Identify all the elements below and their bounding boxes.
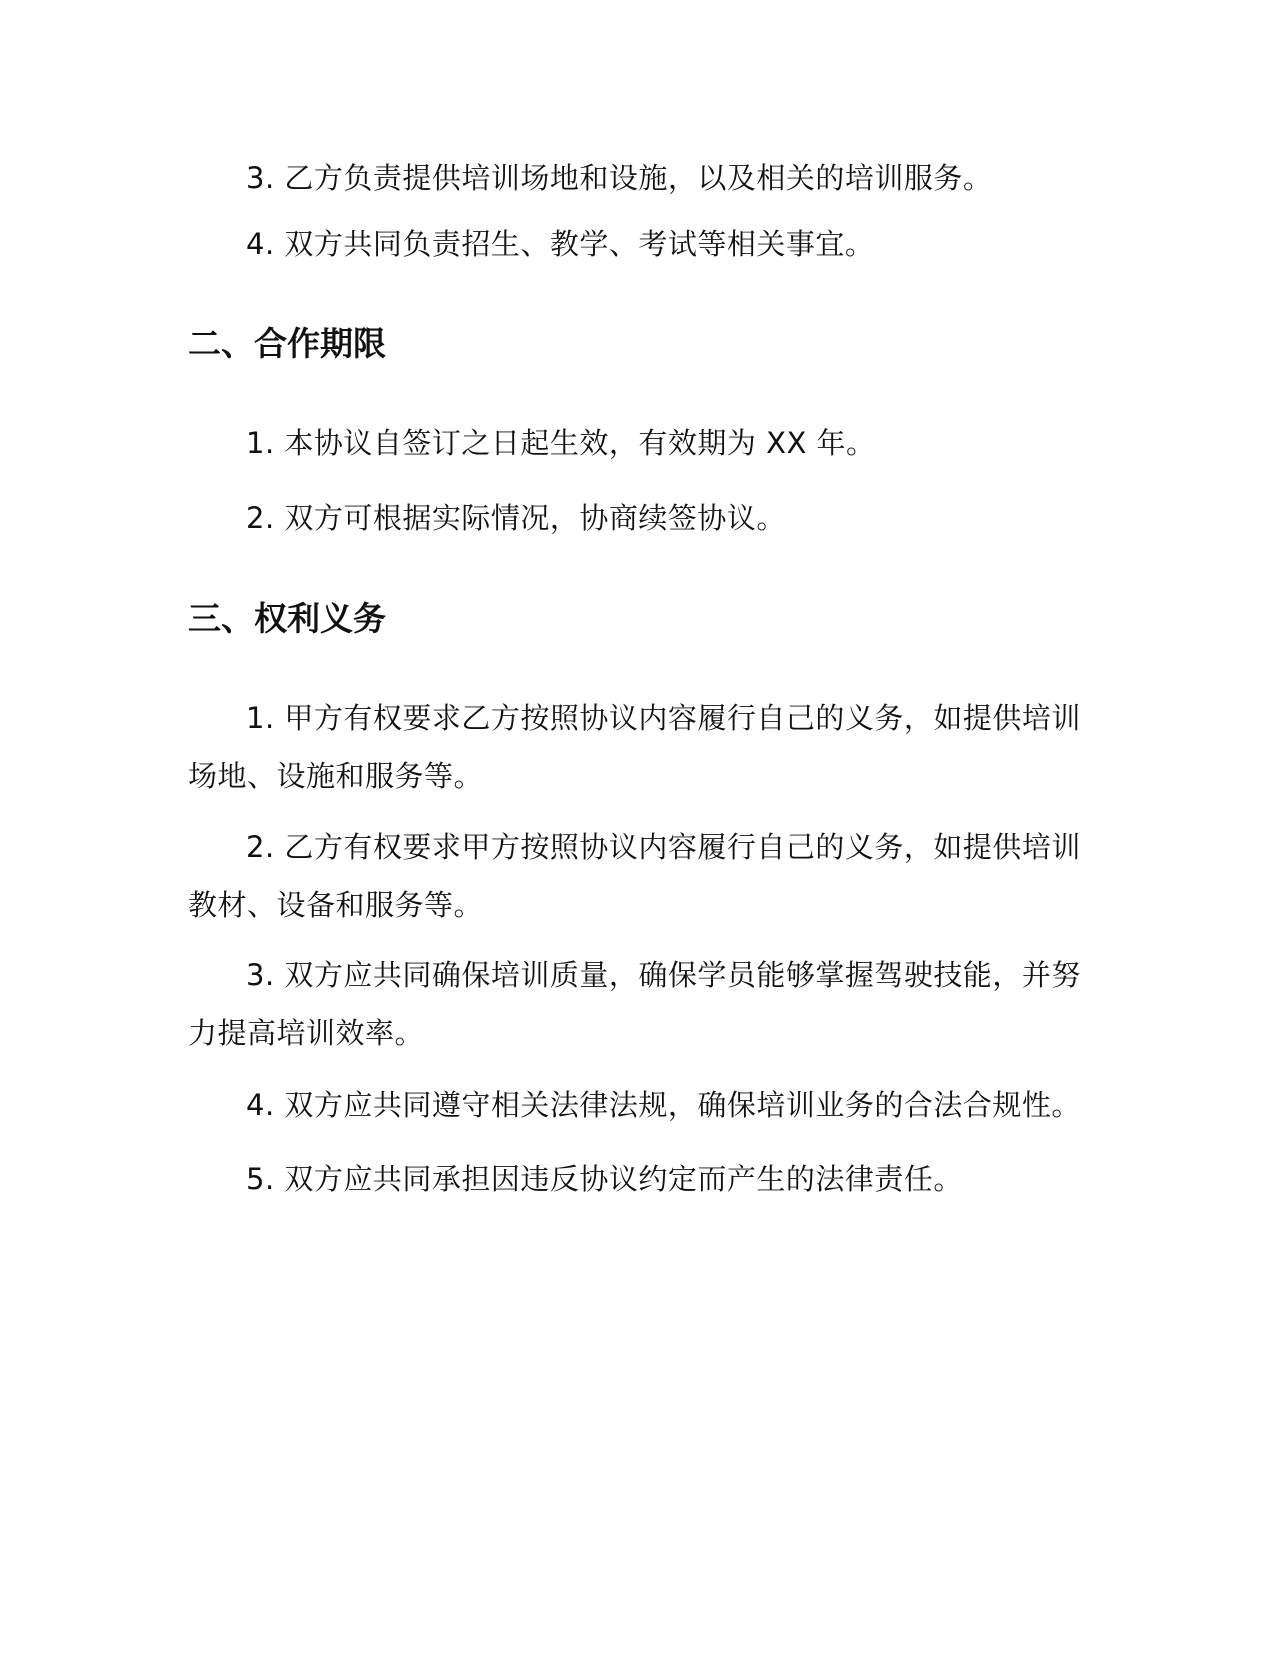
section3-item-4: 4. 双方应共同遵守相关法律法规，确保培训业务的合法合规性。 [246,1088,1081,1122]
section3-heading: 三、权利义务 [188,599,386,638]
section3-item-3: 3. 双方应共同确保培训质量，确保学员能够掌握驾驶技能，并努力提高培训效率。 [188,958,1081,1050]
section2-item-1: 1. 本协议自签订之日起生效，有效期为 XX 年。 [246,426,876,460]
section2-item-2: 2. 双方可根据实际情况，协商续签协议。 [246,501,786,535]
section3-item-5: 5. 双方应共同承担因违反协议约定而产生的法律责任。 [246,1162,963,1196]
section2-heading: 二、合作期限 [188,324,386,363]
section1-item-4: 4. 双方共同负责招生、教学、考试等相关事宜。 [246,227,875,261]
section3-item-2: 2. 乙方有权要求甲方按照协议内容履行自己的义务，如提供培训教材、设备和服务等。 [188,830,1081,922]
section3-item-1: 1. 甲方有权要求乙方按照协议内容履行自己的义务，如提供培训场地、设施和服务等。 [188,701,1081,793]
section1-item-3: 3. 乙方负责提供培训场地和设施，以及相关的培训服务。 [246,161,993,195]
